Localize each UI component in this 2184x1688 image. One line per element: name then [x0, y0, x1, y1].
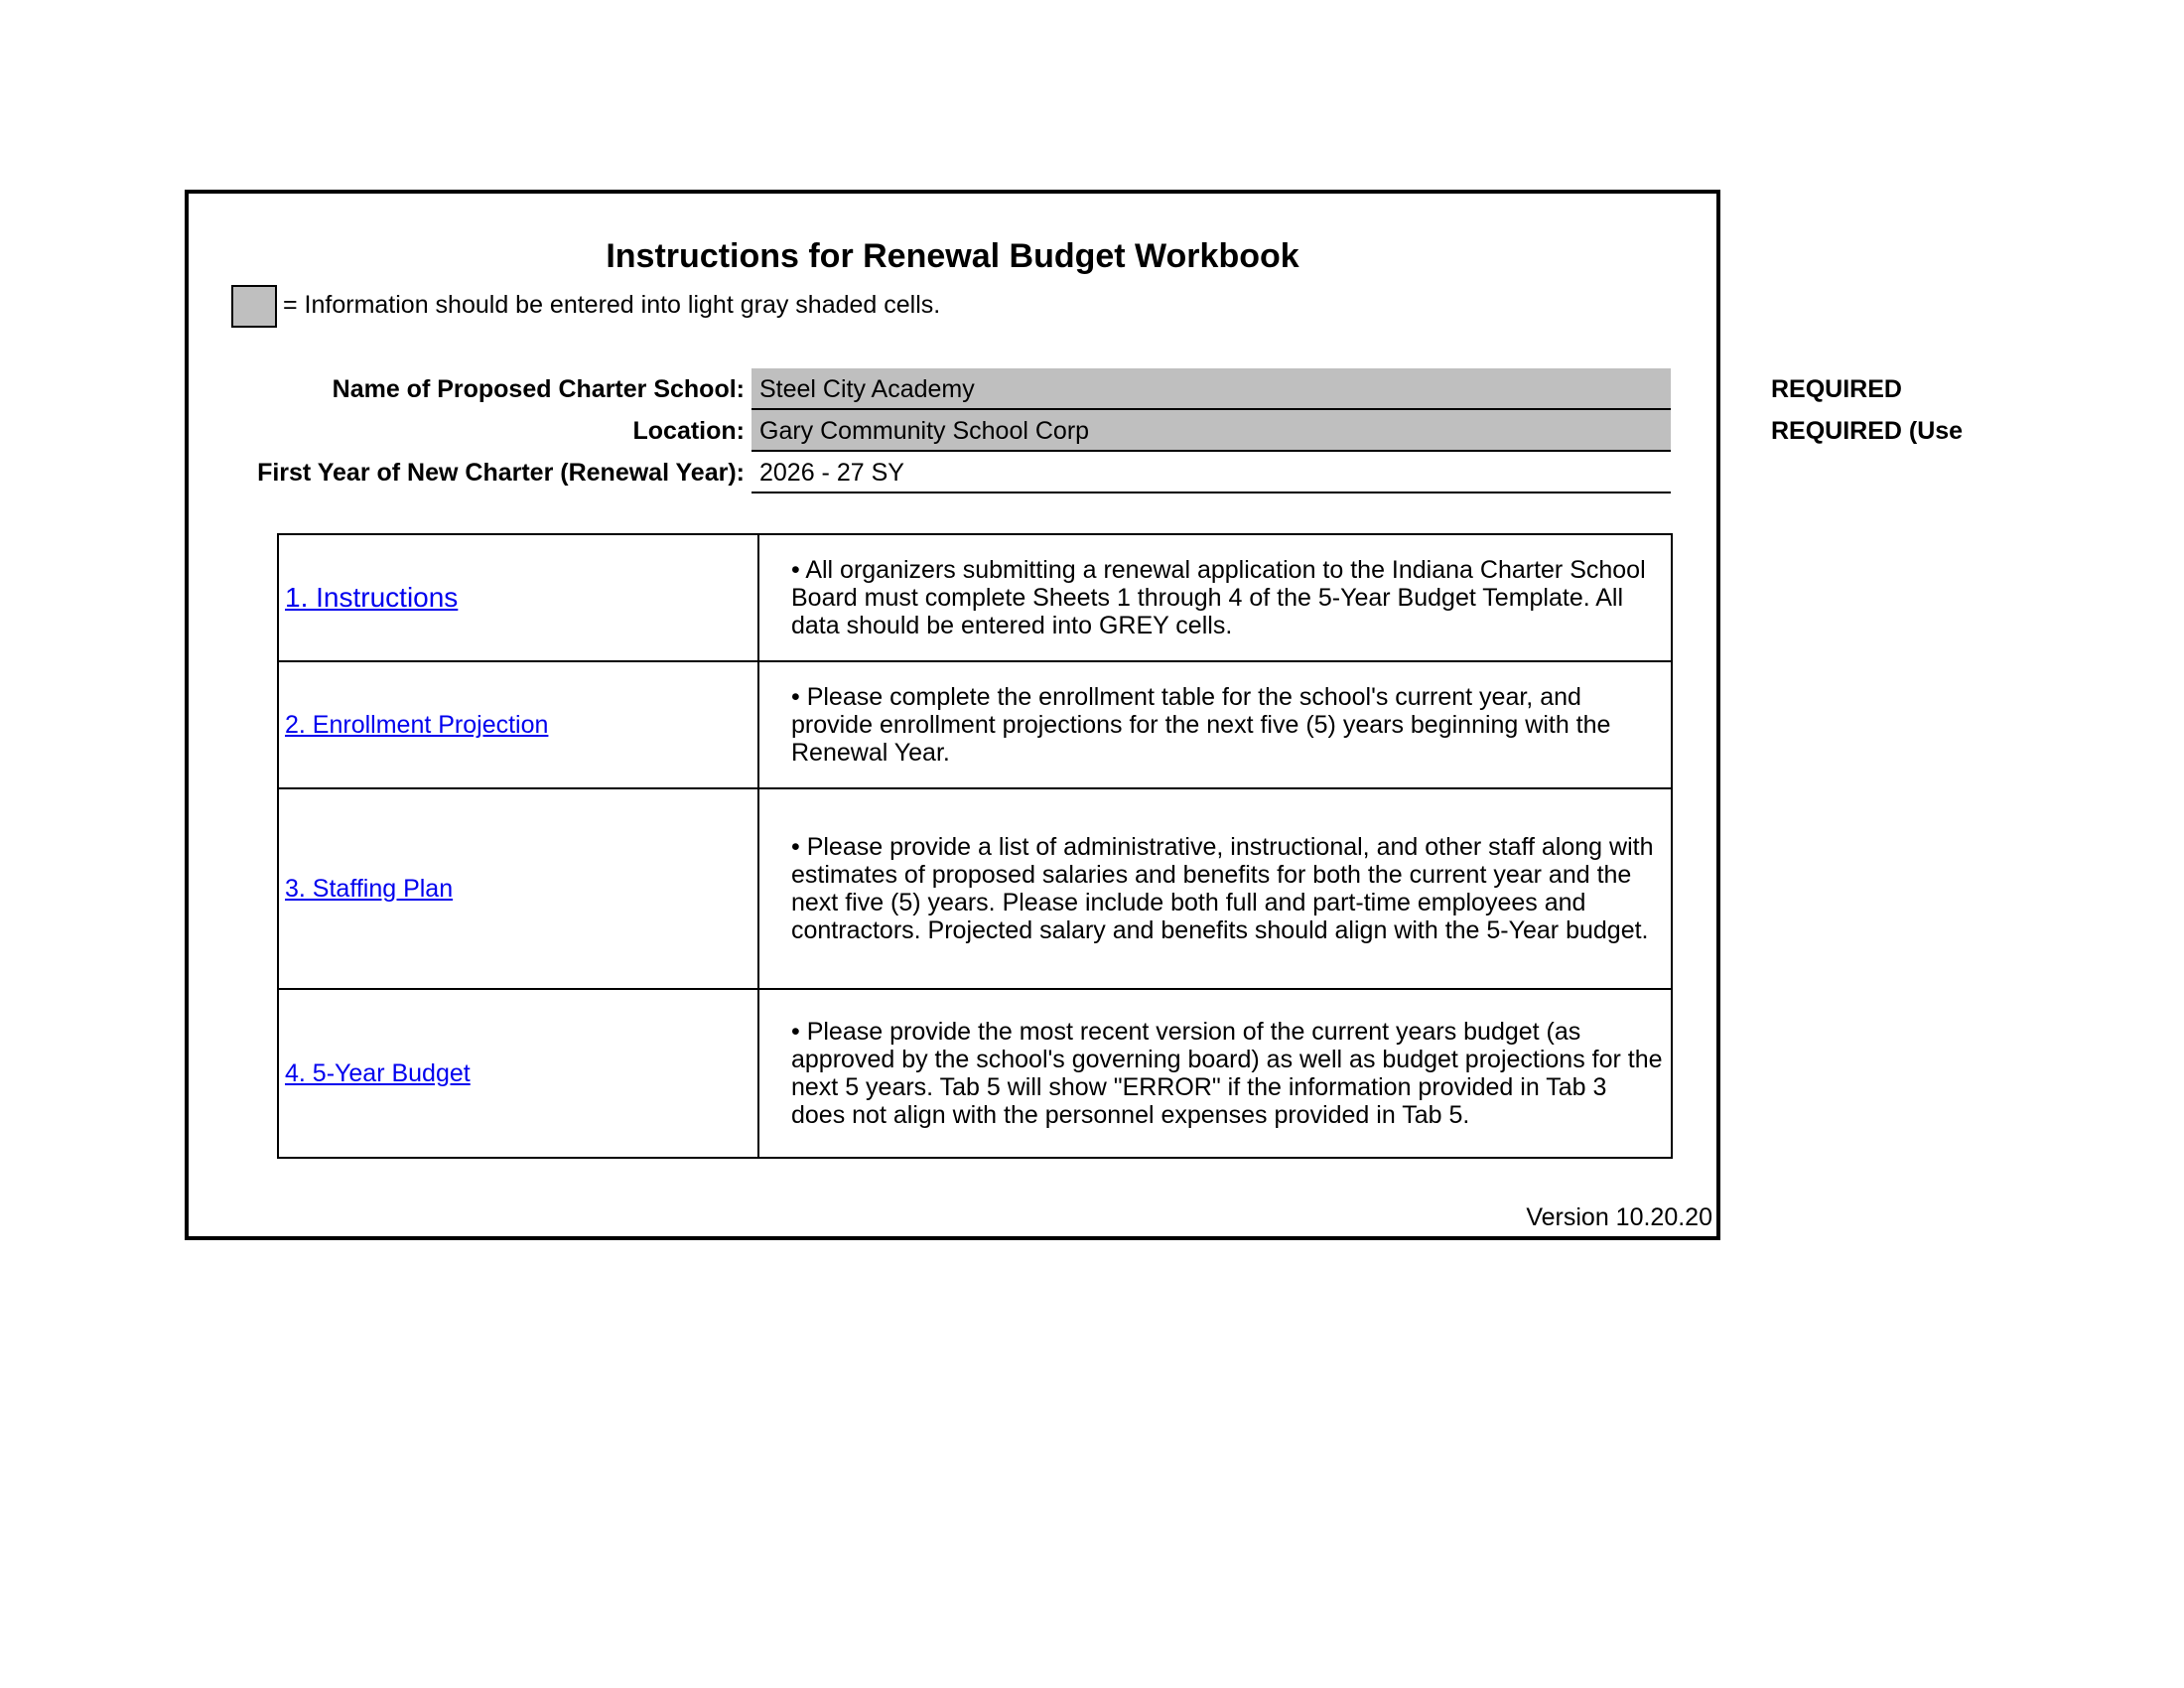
renewal-year-cell[interactable]: 2026 - 27 SY: [751, 452, 1671, 493]
renewal-year-label: First Year of New Charter (Renewal Year):: [257, 459, 745, 487]
enrollment-projection-description: • Please complete the enrollment table for the school's current year, and provide enrollment projections for the next five (5) years beginning with the Renewal Year.: [758, 661, 1672, 788]
enrollment-projection-sheet-link[interactable]: 2. Enrollment Projection: [285, 710, 549, 739]
school-name-cell[interactable]: Steel City Academy: [751, 368, 1671, 410]
sheets-table: [277, 533, 1673, 1159]
staffing-plan-description: • Please provide a list of administrative, instructional, and other staff along with estimates of proposed salaries and benefits for both the current year and the next five (5) years. Please include both full and part-time employees and contractors. Projected salary and benefits should align with the 5-Year budget.: [758, 788, 1672, 989]
school-name-label: Name of Proposed Charter School:: [332, 375, 745, 403]
five-year-budget-sheet-link[interactable]: 4. 5-Year Budget: [285, 1058, 471, 1087]
gray-cell-legend-swatch: [231, 285, 277, 328]
sheet-link-cell: [278, 989, 758, 1158]
instructions-sheet-link[interactable]: 1. Instructions: [285, 582, 459, 613]
sheet-link-cell: [278, 534, 758, 661]
staffing-plan-sheet-link[interactable]: 3. Staffing Plan: [285, 874, 454, 903]
table-row: [278, 989, 1672, 1158]
location-label: Location:: [632, 417, 745, 445]
page-title-text: Instructions for Renewal Budget Workbook: [606, 237, 1299, 275]
table-row: [278, 788, 1672, 989]
legend-text: = Information should be entered into light gray shaded cells.: [283, 291, 941, 319]
table-row: [278, 661, 1672, 788]
version-label: Version 10.20.20: [1526, 1203, 1712, 1231]
instructions-description: • All organizers submitting a renewal application to the Indiana Charter School Board must complete Sheets 1 through 4 of the 5-Year Budget Template. All data should be entered into GREY cells.: [758, 534, 1672, 661]
five-year-budget-description: • Please provide the most recent version of the current years budget (as approved by the school's governing board) as well as budget projections for the next 5 years. Tab 5 will show "ERROR" if the information provided in Tab 3 does not align with the personnel expenses provided in Tab 5.: [758, 989, 1672, 1158]
school-name-required-note: REQUIRED: [1771, 375, 1902, 403]
location-required-note: REQUIRED (Use: [1771, 417, 1964, 445]
sheet-link-cell: [278, 788, 758, 989]
location-cell[interactable]: Gary Community School Corp: [751, 410, 1671, 452]
sheet-link-cell: [278, 661, 758, 788]
page-title: [0, 234, 1720, 278]
table-row: [278, 534, 1672, 661]
